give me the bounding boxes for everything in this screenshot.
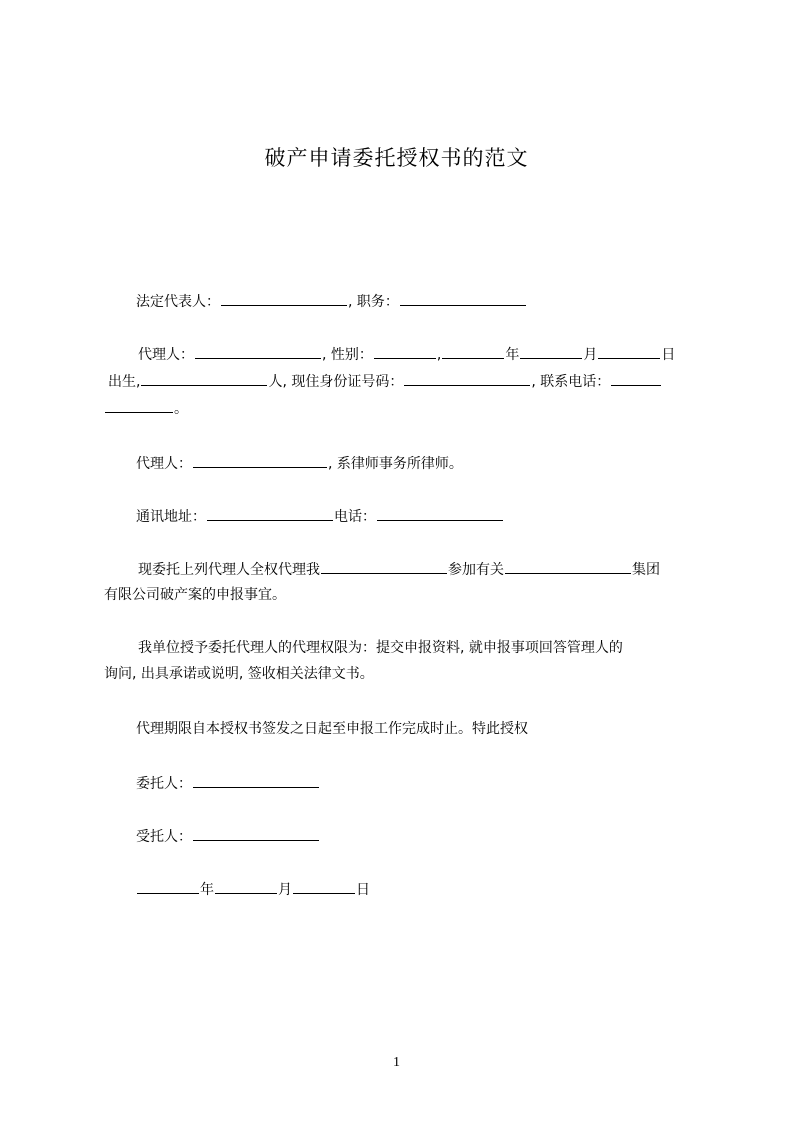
date-day-label: 日 (356, 882, 370, 898)
agent1-month-blank[interactable] (520, 343, 582, 359)
page-number: 1 (393, 1055, 400, 1070)
legal-rep-position-label: , 职务： (348, 294, 399, 310)
agent1-birthplace-blank[interactable] (141, 370, 267, 386)
document-title: 破产申请委托授权书的范文 (264, 146, 529, 170)
scope-text-2: 询问, 出具承诺或说明, 签收相关法律文书。 (104, 666, 374, 682)
agent1-line-2 (108, 370, 708, 393)
agent1-year-blank[interactable] (442, 343, 504, 359)
date-year-blank[interactable] (137, 878, 199, 894)
agent2-line (136, 452, 736, 475)
term-line (136, 718, 736, 740)
entrust-text-2: 参加有关 (448, 562, 504, 578)
principal-blank[interactable] (193, 772, 319, 788)
entrust-line-2 (104, 584, 704, 606)
entrust-line-1 (138, 558, 738, 581)
agent2-firm-label: , 系律师事务所律师。 (328, 456, 463, 472)
agent1-day-label: 日 (661, 347, 676, 363)
date-line (136, 878, 736, 901)
legal-rep-position-blank[interactable] (400, 290, 526, 306)
agent-sign-line (136, 825, 736, 848)
principal-label: 委托人： (136, 776, 192, 792)
entrust-text-3: 集团 (632, 562, 660, 578)
agent1-phone-blank-cont[interactable] (105, 397, 173, 413)
agent2-label: 代理人： (136, 456, 192, 472)
date-month-blank[interactable] (215, 878, 277, 894)
agent2-name-blank[interactable] (193, 452, 327, 468)
agent1-born-label: 出生, (108, 374, 141, 390)
agent1-comma: , (436, 347, 442, 363)
scope-line-1 (138, 637, 738, 659)
agent1-phone-label: , 联系电话： (531, 374, 611, 390)
legal-rep-line (136, 290, 736, 313)
legal-rep-label: 法定代表人： (136, 294, 220, 310)
agent1-phone-blank[interactable] (611, 370, 661, 386)
agent1-month-label: 月 (583, 347, 598, 363)
entrust-text-1: 现委托上列代理人全权代理我 (138, 562, 320, 578)
agent1-name-blank[interactable] (195, 343, 321, 359)
agent1-gender-label: , 性别： (322, 347, 373, 363)
date-year-label: 年 (200, 882, 214, 898)
agent-sign-blank[interactable] (193, 825, 319, 841)
date-day-blank[interactable] (293, 878, 355, 894)
agent1-label: 代理人： (138, 347, 194, 363)
comm-phone-blank[interactable] (377, 505, 503, 521)
agent1-id-label: 人, 现住身份证号码： (268, 374, 404, 390)
agent1-year-label: 年 (505, 347, 520, 363)
entrust-principal-blank[interactable] (321, 558, 447, 574)
comm-address-blank[interactable] (207, 505, 333, 521)
scope-line-2 (104, 663, 704, 685)
entrust-text-4: 有限公司破产案的申报事宜。 (104, 587, 286, 603)
agent1-line-3 (104, 397, 704, 420)
agent1-line-1 (138, 343, 738, 366)
agent-sign-label: 受托人： (136, 829, 192, 845)
comm-phone-label: 电话： (334, 509, 376, 525)
agent1-day-blank[interactable] (598, 343, 660, 359)
agent1-gender-blank[interactable] (374, 343, 436, 359)
comm-address-label: 通讯地址： (136, 509, 206, 525)
agent1-id-blank[interactable] (404, 370, 530, 386)
scope-text-1: 我单位授予委托代理人的代理权限为：提交申报资料, 就申报事项回答管理人的 (138, 640, 623, 656)
agent1-period: 。 (174, 401, 188, 417)
legal-rep-blank[interactable] (221, 290, 347, 306)
comm-address-line (136, 505, 736, 528)
principal-line (136, 772, 736, 795)
term-text: 代理期限自本授权书签发之日起至申报工作完成时止。特此授权 (136, 721, 528, 737)
entrust-company-blank[interactable] (505, 558, 631, 574)
date-month-label: 月 (278, 882, 292, 898)
